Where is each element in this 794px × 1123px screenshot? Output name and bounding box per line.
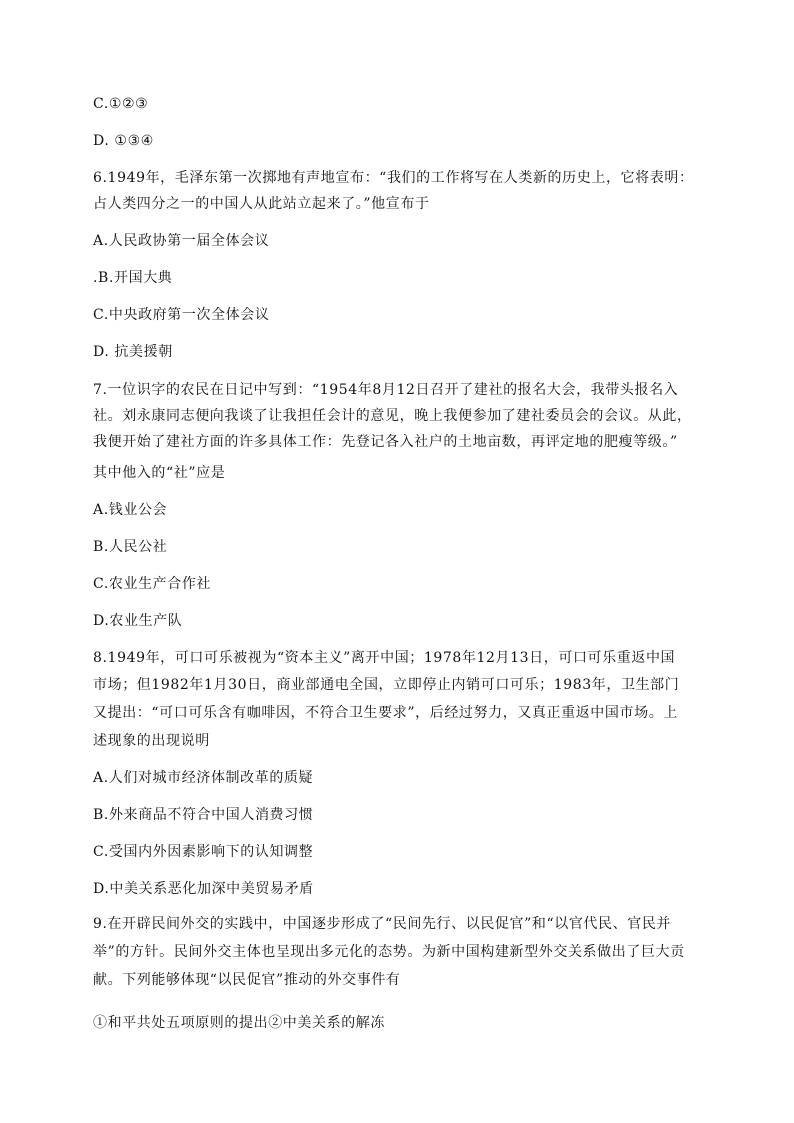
q9-statement-line: ①和平共处五项原则的提出②中美关系的解冻: [93, 1015, 385, 1031]
q8-stem-line-2: 市场；但1982年1月30日，商业部通电全国，立即停止内销可口可乐；1983年，卫生部门: [93, 677, 680, 693]
q8-option-c: C.受国内外因素影响下的认知调整: [93, 844, 314, 860]
q8-stem-line-3: 又提出：“可口可乐含有咖啡因，不符合卫生要求”，后经过努力，又真正重返中国市场。上: [93, 705, 678, 721]
q8-stem-line-4: 述现象的出现说明: [93, 733, 210, 749]
q9-stem-line-3: 献。下列能够体现“以民促官”推动的外交事件有: [93, 972, 401, 988]
q6-option-b: .B.开国大典: [93, 270, 173, 286]
q8-option-b: B.外来商品不符合中国人消费习惯: [93, 807, 314, 823]
q7-option-a: A.钱业公会: [93, 502, 168, 518]
q7-stem-line-3: 我便开始了建社方面的许多具体工作：先登记各入社户的土地亩数，再评定地的肥瘦等级。”: [93, 434, 678, 450]
q9-stem-line-1: 9.在开辟民间外交的实践中，中国逐步形成了“民间先行、以民促官”和“以官代民、官民并: [93, 916, 672, 932]
q7-stem-line-2: 社。刘永康同志便向我谈了让我担任会计的意见，晚上我便参加了建社委员会的会议。从此，: [93, 408, 692, 424]
q7-option-d: D.农业生产队: [93, 613, 183, 629]
q8-option-a: A.人们对城市经济体制改革的质疑: [93, 770, 314, 786]
q8-option-d: D.中美关系恶化加深中美贸易矛盾: [93, 881, 314, 897]
q6-option-a: A.人民政协第一届全体会议: [93, 233, 270, 249]
q8-stem-line-1: 8.1949年，可口可乐被视为“资本主义”离开中国；1978年12月13日，可口可乐重返中国: [93, 650, 676, 666]
q6-option-c: C.中央政府第一次全体会议: [93, 307, 270, 323]
q7-stem-line-4: 其中他入的“社”应是: [93, 465, 226, 481]
q5-option-c: C.①②③: [93, 96, 149, 112]
q6-option-d: D. 抗美援朝: [93, 344, 173, 360]
q6-stem-line-1: 6.1949年，毛泽东第一次掷地有声地宣布：“我们的工作将写在人类新的历史上，它将表明：: [93, 170, 694, 186]
q5-option-d: D. ①③④: [93, 133, 154, 149]
q9-stem-line-2: 举”的方针。民间外交主体也呈现出多元化的态势。为新中国构建新型外交关系做出了巨大贡: [93, 944, 685, 960]
q6-stem-line-2: 占人类四分之一的中国人从此站立起来了。”他宣布于: [93, 196, 430, 212]
q7-option-c: C.农业生产合作社: [93, 576, 212, 592]
q7-stem-line-1: 7.一位识字的农民在日记中写到：“1954年8月12日召开了建社的报名大会，我带头报名入: [93, 382, 679, 398]
q7-option-b: B.人民公社: [93, 539, 168, 555]
